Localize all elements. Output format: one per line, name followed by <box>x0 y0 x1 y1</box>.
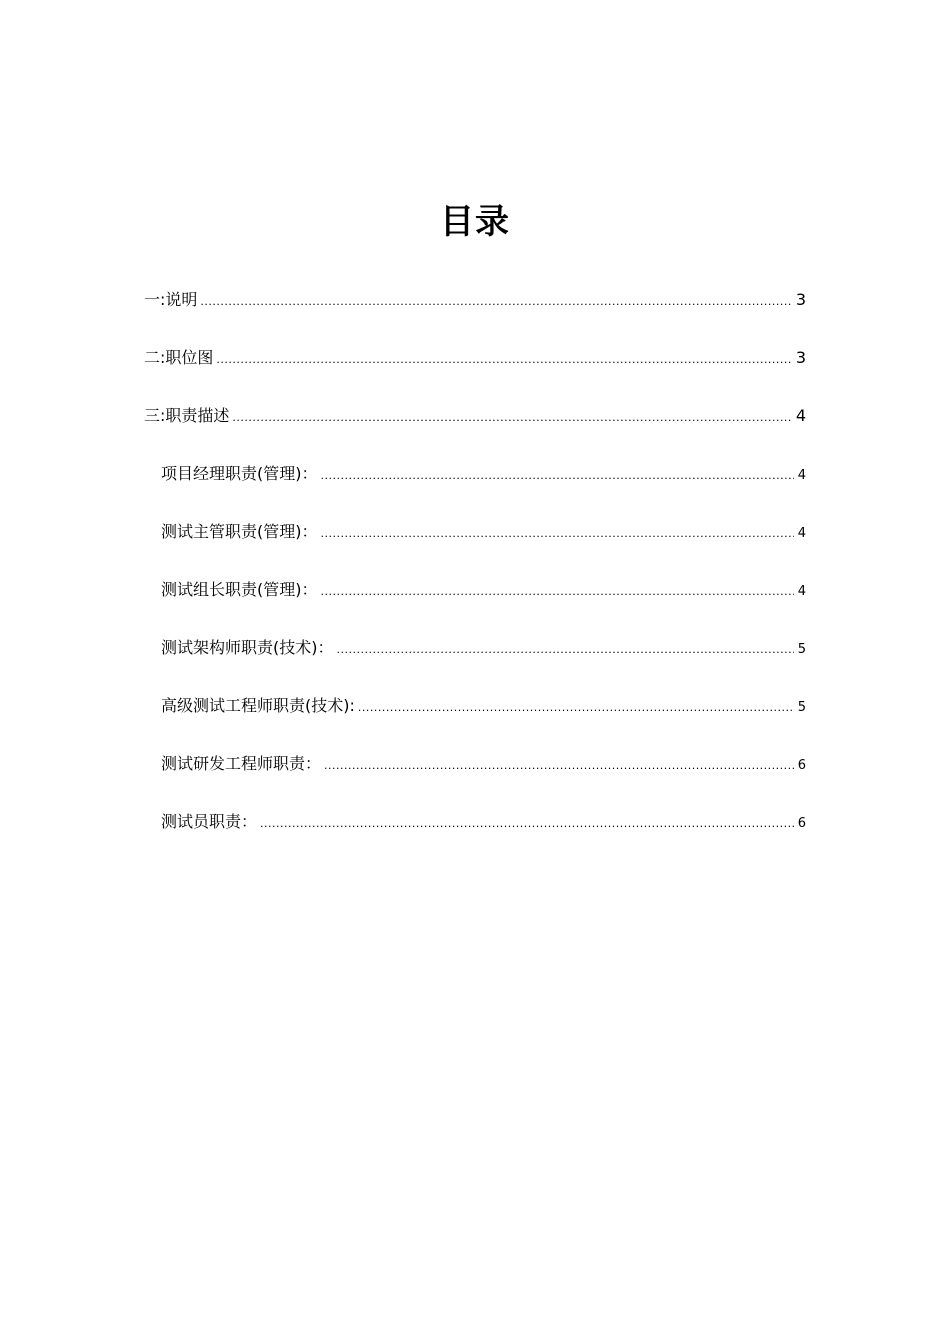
toc-dot-leader <box>321 585 794 598</box>
toc-entry-title: 三:职责描述 <box>144 406 230 425</box>
toc-entry-title: 测试员职责： <box>161 812 258 831</box>
toc-page-number: 4 <box>797 526 806 541</box>
toc-entry-6[interactable] <box>161 577 806 603</box>
toc-dot-leader <box>358 701 794 714</box>
toc-entry-1[interactable] <box>144 287 806 313</box>
toc-page-number: 3 <box>795 348 806 367</box>
toc-entry-title: 测试组长职责(管理)： <box>161 580 318 599</box>
toc-entry-7[interactable] <box>161 635 806 661</box>
toc-page-number: 5 <box>797 642 806 657</box>
toc-title: 目录 <box>440 202 510 242</box>
toc-page-number: 3 <box>795 290 806 309</box>
toc-dot-leader <box>232 411 791 424</box>
toc-entry-title: 测试研发工程师职责： <box>161 754 322 773</box>
toc-entry-title: 高级测试工程师职责(技术): <box>161 696 355 715</box>
toc-page-number: 5 <box>797 700 806 715</box>
toc-dot-leader <box>321 527 794 540</box>
toc-dot-leader <box>200 295 791 308</box>
toc-dot-leader <box>321 469 794 482</box>
toc-page-number: 6 <box>797 758 806 773</box>
toc-entry-8[interactable] <box>161 693 806 719</box>
toc-entry-4[interactable] <box>161 461 806 487</box>
toc-page-number: 4 <box>797 468 806 483</box>
toc-entry-10[interactable] <box>161 809 806 835</box>
toc-dot-leader <box>260 817 794 830</box>
toc-entry-3[interactable] <box>144 403 806 429</box>
toc-dot-leader <box>216 353 791 366</box>
toc-entry-title: 测试架构师职责(技术)： <box>161 638 334 657</box>
toc-entry-title: 一:说明 <box>144 290 198 309</box>
toc-entry-5[interactable] <box>161 519 806 545</box>
toc-page-number: 4 <box>797 584 806 599</box>
toc-entry-title: 项目经理职责(管理)： <box>161 464 318 483</box>
toc-dot-leader <box>324 759 794 772</box>
toc-entry-9[interactable] <box>161 751 806 777</box>
toc-dot-leader <box>337 643 794 656</box>
toc-page-number: 6 <box>797 816 806 831</box>
toc-entry-title: 测试主管职责(管理)： <box>161 522 318 541</box>
toc-page-number: 4 <box>795 406 806 425</box>
toc-entry-title: 二:职位图 <box>144 348 214 367</box>
toc-entry-2[interactable] <box>144 345 806 371</box>
